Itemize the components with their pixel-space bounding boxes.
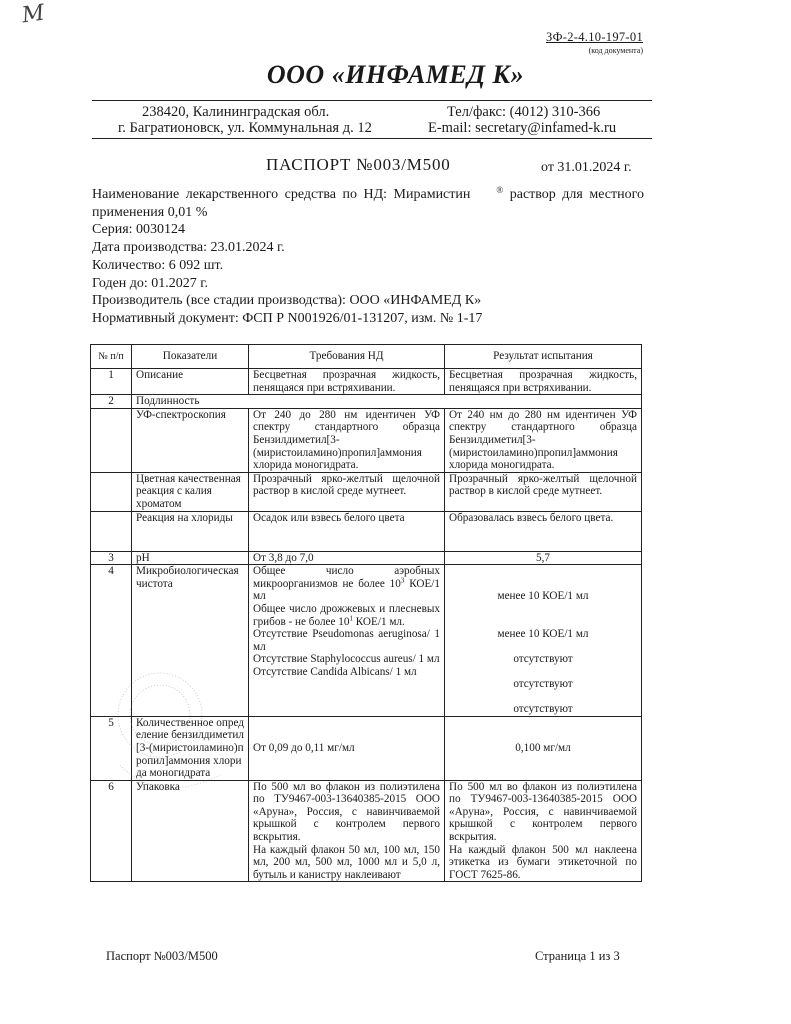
- row-result: Бесцветная прозрачная жидкость, пенящаяся при встряхивании.: [445, 369, 642, 395]
- row-indicator: Реакция на хлориды: [132, 511, 249, 551]
- table-row: [91, 472, 642, 511]
- drug-name-line: [92, 186, 644, 204]
- row-indicator: Описание: [132, 369, 249, 395]
- header-divider-top: [92, 100, 652, 101]
- manufacturer: Производитель (все стадии производства): ООО «ИНФАМЕД К»: [92, 293, 482, 309]
- res-pseudomonas: отсутствуют: [513, 653, 573, 666]
- packaging-req-1: По 500 мл во флакон из полиэтилена по ТУ9467-003-13640385-2015 ООО «Аруна», Россия, с навинчиваемой крышкой с контролем первого вскрытия.: [253, 780, 440, 844]
- table-row: [91, 511, 642, 551]
- header-result: Результат испытания: [445, 345, 642, 369]
- product-info: [92, 186, 644, 328]
- row-num: 2: [91, 395, 132, 409]
- handwritten-mark: М: [20, 0, 47, 29]
- row-result: Образовалась взвесь белого цвета.: [445, 511, 642, 551]
- row-result: 5,7: [445, 551, 642, 565]
- passport-date: от 31.01.2024 г.: [541, 160, 632, 175]
- res-candida: отсутствуют: [513, 703, 573, 716]
- table-row: [91, 369, 642, 395]
- address-line-2: г. Багратионовск, ул. Коммунальная д. 12: [118, 120, 372, 136]
- header-requirement: Требования НД: [249, 345, 445, 369]
- document-code-block: [546, 30, 643, 55]
- row-indicator: Подлинность: [132, 395, 642, 409]
- footer-page-number: Страница 1 из 3: [535, 949, 620, 963]
- res-fungi: менее 10 КОЕ/1 мл: [497, 628, 589, 641]
- production-date: Дата производства: 23.01.2024 г.: [92, 240, 285, 256]
- row-indicator: Микробиологическая чистота: [132, 565, 249, 717]
- company-name: ООО «ИНФАМЕД К»: [266, 60, 525, 89]
- row-indicator: Упаковка: [132, 780, 249, 882]
- footer-passport-number: Паспорт №003/М500: [106, 949, 218, 963]
- req-staphylococcus: Отсутствие Staphylococcus aureus/ 1 мл: [253, 653, 440, 666]
- drug-name-end: раствор для местного: [503, 187, 644, 202]
- row-num: 3: [91, 551, 132, 565]
- req-pseudomonas: Отсутствие Pseudomonas aeruginosa/ 1 мл: [253, 628, 440, 653]
- phone-fax: Тел/факс: (4012) 310-366: [447, 104, 601, 120]
- header-indicator: Показатели: [132, 345, 249, 369]
- row-requirement: От 3,8 до 7,0: [249, 551, 445, 565]
- req-candida: Отсутствие Candida Albicans/ 1 мл: [253, 665, 417, 678]
- row-indicator: pH: [132, 551, 249, 565]
- header-num: № п/п: [91, 345, 132, 369]
- table-row: [91, 395, 642, 409]
- row-indicator: УФ-спектроскопия: [132, 408, 249, 472]
- document-code: ЗФ-2-4.10-197-01: [546, 30, 643, 44]
- row-requirement: [249, 565, 445, 717]
- packaging-res-1: По 500 мл во флакон из полиэтилена по ТУ9467-003-13640385-2015 ООО «Аруна», Россия, с навинчиваемой крышкой с контролем первого вскрытия.: [449, 780, 637, 844]
- drug-name-label: Наименование лекарственного средства по НД: Мирамистин: [92, 187, 471, 202]
- series: Серия: 0030124: [92, 222, 186, 238]
- quantity: Количество: 6 092 шт.: [92, 257, 224, 273]
- req-aerobic: Общее число аэробных микроорганизмов не более $10^3$ КОЕ/1 мл: [253, 565, 440, 603]
- row-requirement: [249, 780, 445, 882]
- packaging-req-2: На каждый флакон 50 мл, 100 мл, 150 мл, 200 мл, 500 мл, 1000 мл и 5,0 л, бутыль и канистру наклеивают: [253, 843, 440, 881]
- header-divider-bottom: [92, 138, 652, 139]
- drug-name-line-2: применения 0,01 %: [92, 204, 208, 220]
- table-row: [91, 551, 642, 565]
- document-code-label: (код документа): [588, 46, 643, 55]
- row-result: [445, 565, 642, 717]
- row-indicator: Количественное определение бензилдиметил[3-(миристоиламино)пропил]аммония хлорида моногидрата: [132, 716, 249, 780]
- table-row: [91, 408, 642, 472]
- row-result: [445, 780, 642, 882]
- row-requirement: От 240 до 280 нм идентичен УФ спектру стандартного образца Бензилдиметил[3-(миристоиламино)пропил]аммония хлорида моногидрата.: [249, 408, 445, 472]
- email: E-mail: secretary@infamed-k.ru: [428, 120, 617, 136]
- row-num: 1: [91, 369, 132, 395]
- row-requirement: От 0,09 до 0,11 мг/мл: [249, 716, 445, 780]
- row-requirement: Прозрачный ярко-желтый щелочной раствор в кислой среде мутнеет.: [249, 472, 445, 511]
- row-result: От 240 нм до 280 нм идентичен УФ спектру стандартного образца Бензилдиметил[3-(миристоиламино)пропил]аммония хлорида моногидрата.: [445, 408, 642, 472]
- res-aerobic: менее 10 КОЕ/1 мл: [497, 590, 589, 603]
- row-num: 5: [91, 716, 132, 780]
- registered-mark: ®: [496, 185, 504, 195]
- row-num: 6: [91, 780, 132, 882]
- table-header: [91, 345, 642, 369]
- req-fungi: Общее число дрожжевых и плесневых грибов - не более $10^1$ КОЕ/1 мл.: [253, 602, 440, 628]
- expiry-date: Годен до: 01.2027 г.: [92, 275, 208, 291]
- row-indicator: Цветная качественная реакция с калия хроматом: [132, 472, 249, 511]
- row-result: Прозрачный ярко-желтый щелочной раствор в кислой среде мутнеет.: [445, 472, 642, 511]
- address-line-1: 238420, Калининградская обл.: [142, 104, 330, 120]
- normative-document: Нормативный документ: ФСП Р N001926/01-131207, изм. № 1-17: [92, 310, 483, 326]
- passport-title: ПАСПОРТ №003/М500: [266, 155, 451, 174]
- row-result: 0,100 мг/мл: [445, 716, 642, 780]
- faded-stamp-image: [100, 655, 240, 815]
- row-requirement: Осадок или взвесь белого цвета: [249, 511, 445, 551]
- row-requirement: Бесцветная прозрачная жидкость, пенящаяся при встряхивании.: [249, 369, 445, 395]
- packaging-res-2: На каждый флакон 500 мл наклеена этикетка из бумаги этикеточной по ГОСТ 7625-86.: [449, 843, 637, 881]
- row-num: 4: [91, 565, 132, 717]
- res-staphylococcus: отсутствуют: [513, 678, 573, 691]
